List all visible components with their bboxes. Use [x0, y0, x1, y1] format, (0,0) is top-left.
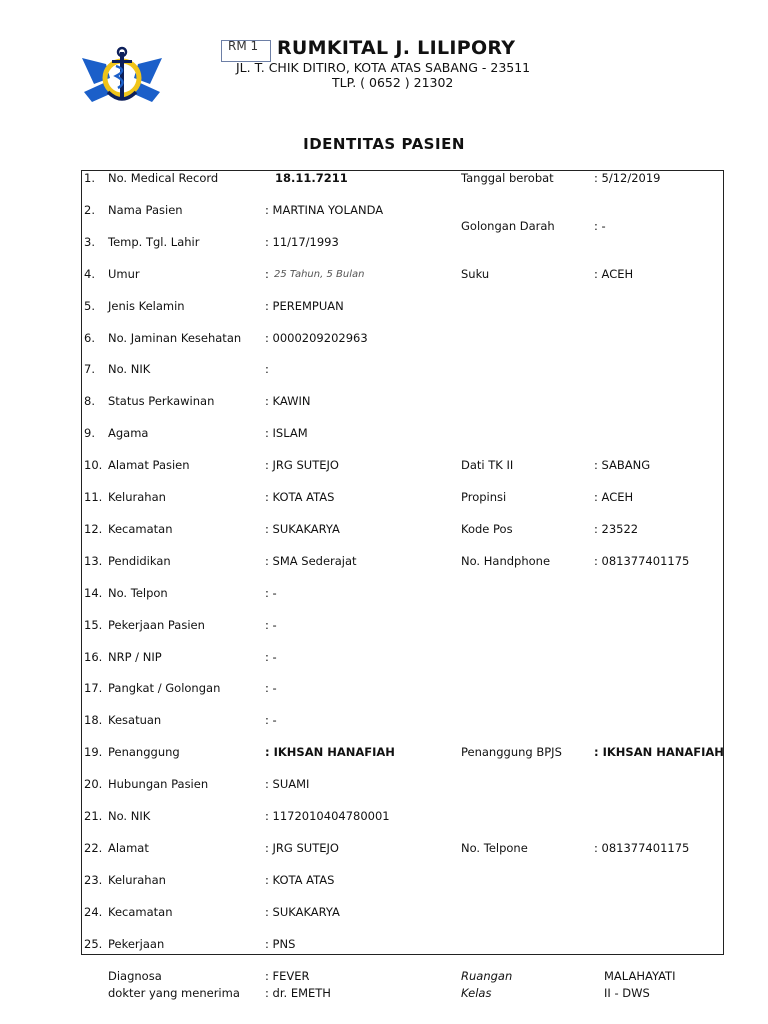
row-value: : PEREMPUAN	[265, 298, 344, 313]
row-label: Hubungan Pasien	[108, 777, 209, 792]
row-value: : 0000209202963	[265, 330, 368, 345]
row-value: : MARTINA YOLANDA	[265, 202, 384, 217]
row-number: 24.	[84, 904, 103, 919]
row-number: 12.	[84, 521, 103, 536]
row-label-right: Dati TK II	[461, 458, 514, 473]
form-row	[0, 554, 768, 572]
row-number: 20.	[84, 777, 103, 792]
row-label: Kelurahan	[108, 872, 166, 887]
form-row	[0, 777, 768, 795]
row-value-right: : ACEH	[594, 490, 634, 504]
row-value: 18.11.7211	[275, 171, 348, 185]
row-value: : -	[265, 681, 277, 696]
form-row	[0, 235, 768, 253]
row-value: :	[265, 266, 269, 281]
row-number: 18.	[84, 713, 103, 728]
row-value-right: : 081377401175	[594, 840, 690, 855]
form-row	[0, 331, 768, 349]
row-value: : 1172010404780001	[265, 809, 390, 823]
row-value: : SUAMI	[265, 777, 310, 792]
form-row	[0, 841, 768, 859]
row-value: : -	[265, 713, 277, 728]
row-number: 23.	[84, 872, 103, 887]
row-value: : PNS	[265, 936, 296, 951]
form-row	[0, 713, 768, 731]
row-value-right: : 5/12/2019	[594, 171, 661, 185]
row-number: 22.	[84, 840, 103, 855]
row-label: Status Perkawinan	[108, 394, 215, 409]
row-label: Pekerjaan Pasien	[108, 617, 205, 632]
row-number: 7.	[84, 362, 95, 377]
form-row	[0, 267, 768, 285]
row-value: : SUKAKARYA	[265, 521, 340, 536]
row-label-right: Propinsi	[461, 490, 507, 504]
row-number: 17.	[84, 681, 103, 696]
row-value-right: : IKHSAN HANAFIAH	[594, 745, 724, 760]
form-row	[0, 171, 768, 189]
row-number: 9.	[84, 426, 95, 441]
blood-type-row	[0, 219, 768, 237]
row-number: 3.	[84, 234, 95, 249]
row-label: No. NIK	[108, 362, 151, 377]
row-label: Jenis Kelamin	[108, 298, 185, 313]
hospital-name: RUMKITAL J. LILIPORY	[277, 37, 516, 59]
row-label: Kecamatan	[108, 521, 173, 536]
row-label-right: Suku	[461, 266, 490, 281]
dokter-label: dokter yang menerima	[108, 986, 240, 1000]
row-value: : KOTA ATAS	[265, 872, 335, 887]
row-number: 2.	[84, 202, 95, 217]
ruangan-value: MALAHAYATI	[604, 969, 676, 983]
form-row	[0, 426, 768, 444]
hospital-address: JL. T. CHIK DITIRO, KOTA ATAS SABANG - 23511	[236, 60, 531, 75]
row-label: Temp. Tgl. Lahir	[108, 234, 200, 249]
row-label: Kesatuan	[108, 713, 162, 728]
row-number: 13.	[84, 553, 103, 568]
form-row	[0, 650, 768, 668]
row-label: Kecamatan	[108, 904, 173, 919]
row-number: 8.	[84, 394, 95, 409]
form-row	[0, 873, 768, 891]
row-value: : KAWIN	[265, 394, 311, 409]
row-value: : SMA Sederajat	[265, 553, 357, 568]
dokter-value: : dr. EMETH	[265, 986, 331, 1000]
row-number: 11.	[84, 490, 103, 504]
row-number: 21.	[84, 809, 103, 823]
document-title: IDENTITAS PASIEN	[303, 135, 465, 153]
row-number: 4.	[84, 266, 95, 281]
blood-type-value: : -	[594, 219, 606, 233]
row-number: 25.	[84, 936, 103, 951]
row-label: Agama	[108, 426, 149, 441]
row-label: No. Medical Record	[108, 171, 219, 185]
row-label-right: No. Handphone	[461, 553, 551, 568]
row-value-extra: 25 Tahun, 5 Bulan	[274, 268, 365, 280]
row-number: 14.	[84, 585, 103, 600]
row-value: : SUKAKARYA	[265, 904, 340, 919]
row-label: No. Telpon	[108, 585, 168, 600]
row-number: 10.	[84, 458, 103, 473]
form-row	[0, 362, 768, 380]
row-label: NRP / NIP	[108, 649, 162, 664]
row-value-right: : ACEH	[594, 266, 634, 281]
row-value-right: : SABANG	[594, 458, 651, 473]
form-row	[0, 618, 768, 636]
row-label-right: Kode Pos	[461, 521, 513, 536]
form-row	[0, 905, 768, 923]
ruangan-label: Ruangan	[461, 969, 513, 983]
form-row	[0, 586, 768, 604]
form-row	[0, 937, 768, 955]
row-label-right: No. Telpone	[461, 840, 528, 855]
form-row	[0, 522, 768, 540]
row-value: :	[265, 362, 269, 377]
form-row	[0, 490, 768, 508]
row-label: Pangkat / Golongan	[108, 681, 221, 696]
row-value-right: : 081377401175	[594, 553, 690, 568]
form-row	[0, 394, 768, 412]
row-value: : JRG SUTEJO	[265, 458, 339, 473]
row-label: Alamat Pasien	[108, 458, 190, 473]
kelas-label: Kelas	[461, 986, 492, 1000]
diagnosa-value: : FEVER	[265, 969, 310, 983]
row-number: 5.	[84, 298, 95, 313]
row-number: 19.	[84, 745, 103, 760]
row-value: : KOTA ATAS	[265, 490, 335, 504]
form-row	[0, 809, 768, 827]
row-label: No. Jaminan Kesehatan	[108, 330, 242, 345]
hospital-phone: TLP. ( 0652 ) 21302	[332, 75, 454, 90]
row-number: 16.	[84, 649, 103, 664]
row-label: No. NIK	[108, 809, 151, 823]
row-label: Pekerjaan	[108, 936, 165, 951]
rm-badge: RM 1	[221, 40, 271, 62]
row-number: 15.	[84, 617, 103, 632]
row-value: : -	[265, 649, 277, 664]
row-label: Umur	[108, 266, 140, 281]
form-row	[0, 681, 768, 699]
row-label: Alamat	[108, 840, 149, 855]
row-number: 1.	[84, 171, 95, 185]
form-row	[0, 458, 768, 476]
row-label: Nama Pasien	[108, 202, 183, 217]
row-label-right: Tanggal berobat	[461, 171, 554, 185]
row-value-right: : 23522	[594, 521, 639, 536]
row-number: 6.	[84, 330, 95, 345]
row-value: : 11/17/1993	[265, 234, 339, 249]
hospital-logo-icon	[80, 44, 164, 110]
row-value: : JRG SUTEJO	[265, 840, 339, 855]
form-row	[0, 745, 768, 763]
row-value: : ISLAM	[265, 426, 308, 441]
row-label: Kelurahan	[108, 490, 166, 504]
row-label-right: Penanggung BPJS	[461, 745, 562, 760]
row-value: : -	[265, 617, 277, 632]
blood-type-label: Golongan Darah	[461, 219, 555, 233]
row-value: : IKHSAN HANAFIAH	[265, 745, 395, 760]
form-row	[0, 299, 768, 317]
kelas-value: II - DWS	[604, 986, 650, 1000]
row-label: Penanggung	[108, 745, 180, 760]
diagnosa-label: Diagnosa	[108, 969, 162, 983]
row-value: : -	[265, 585, 277, 600]
row-label: Pendidikan	[108, 553, 171, 568]
